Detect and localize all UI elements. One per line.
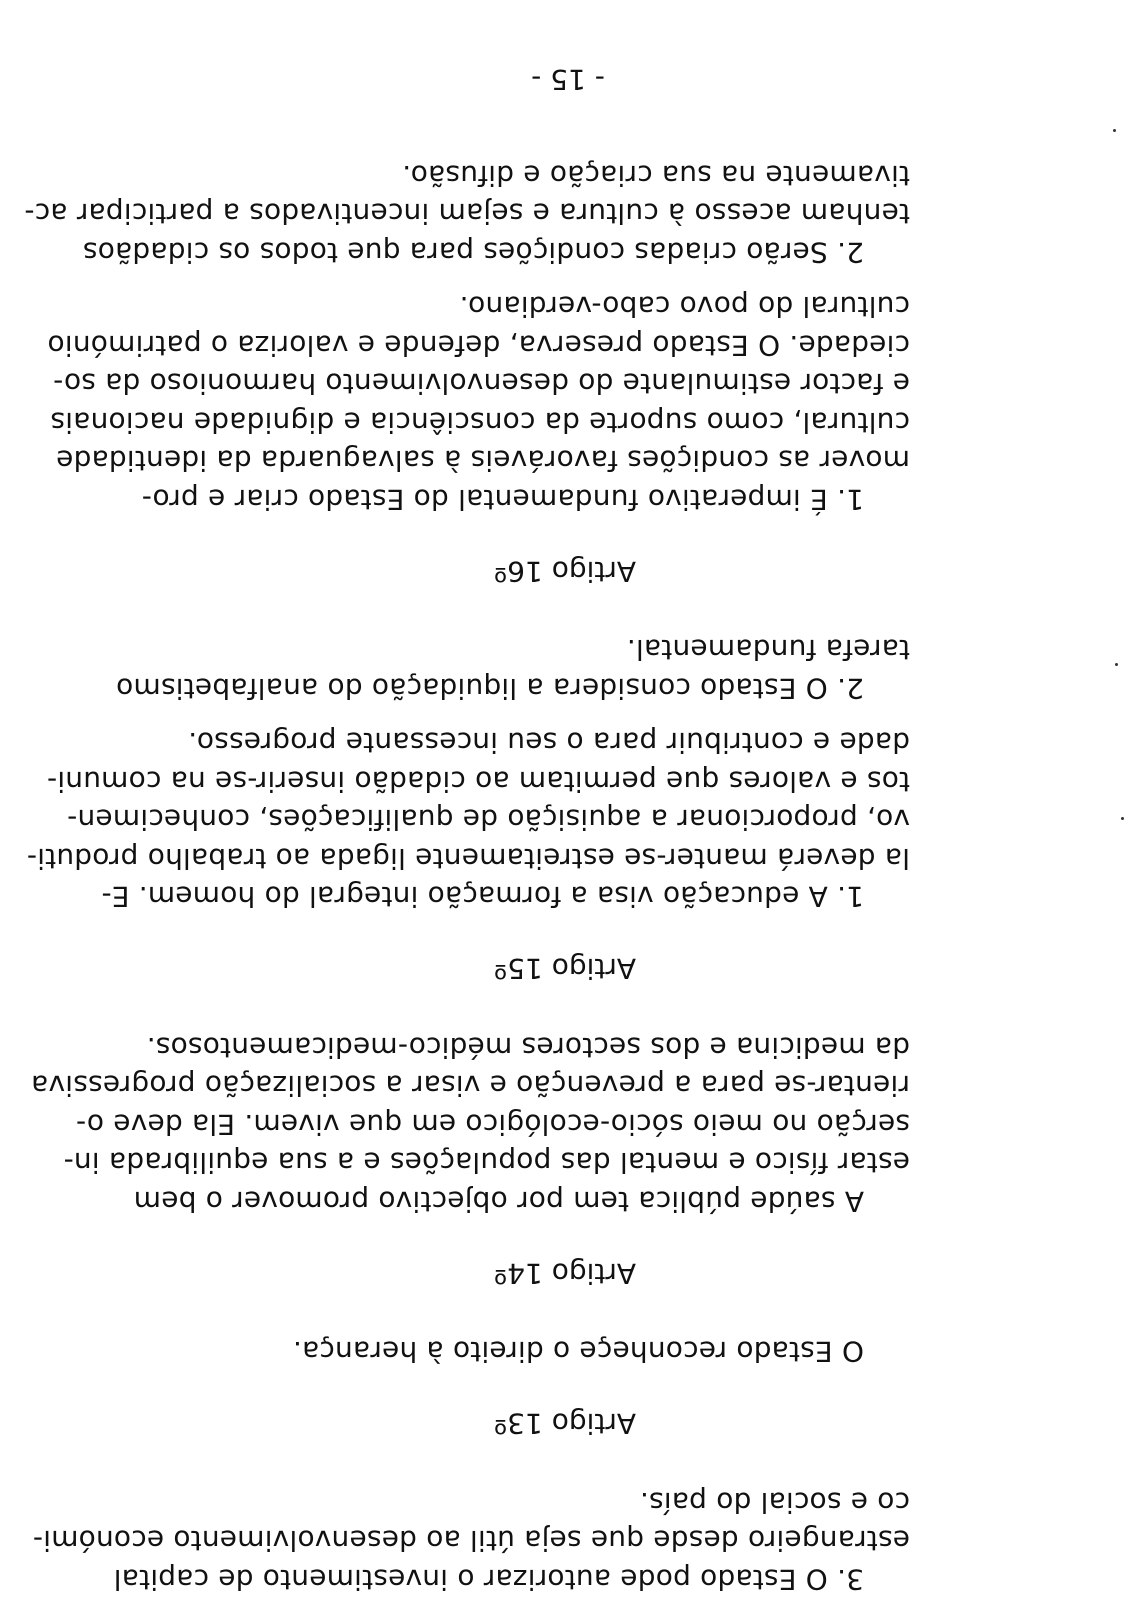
text-line: 2. Serão criadas condições para que todos os cidadãos xyxy=(82,236,864,269)
scan-speck xyxy=(1113,129,1116,132)
text-line: co e social do país. xyxy=(639,1486,910,1519)
text-line: tos e valores que permitam ao cidadão inserir-se na comuni- xyxy=(46,765,910,798)
article-heading: Artigo 15º xyxy=(493,952,637,986)
text-line: cultural do povo cabo-verdiano. xyxy=(459,290,910,324)
paragraph-education xyxy=(26,723,910,916)
text-line: serção no meio sócio-ecológico em que vivem. Ela deve o- xyxy=(75,1108,910,1141)
text-line: tenham acesso à cultura e sejam incentivados a participar ac- xyxy=(24,197,910,231)
text-line: O Estado reconheçe o direito à herança. xyxy=(292,1335,864,1369)
scan-speck xyxy=(1121,817,1124,820)
paragraph-culture-access xyxy=(24,156,910,272)
text-line: ciedade. O Estado preserva, defende e valoriza o património xyxy=(47,329,910,362)
paragraph-public-health xyxy=(30,1028,910,1221)
text-line: 2. O Estado considera a liquidação do analfabetismo xyxy=(115,672,864,705)
text-line: dade e contribuir para o seu incessante progresso. xyxy=(188,726,910,760)
text-line: 3. O Estado pode autorizar o investimento de capital xyxy=(113,1563,864,1596)
article-heading: Artigo 14º xyxy=(493,1257,637,1290)
text-line: mover as condições favoráveis à salvaguarda da identidade xyxy=(55,444,910,478)
text-line: da medicina e dos sectores médico-medicamentosos. xyxy=(146,1031,910,1064)
page-number: - 15 - xyxy=(531,63,605,96)
text-line: 1. É imperativo fundamental do Estado criar e pro- xyxy=(141,483,864,516)
text-line: estar físico e mental das populações e a sua equilibrada in- xyxy=(63,1146,910,1180)
article-heading: Artigo 16º xyxy=(493,555,637,588)
paragraph-cultural-identity xyxy=(47,287,910,518)
paragraph-inheritance xyxy=(220,1332,910,1371)
text-line: tivamente na sua criação e difusão. xyxy=(401,159,910,192)
text-line: tarefa fundamental. xyxy=(626,633,910,667)
text-line: e factor estimulante do desenvolvimento harmonioso da so- xyxy=(52,367,910,401)
text-line: la deverá manter-se estreitamente ligada ao trabalho produti- xyxy=(26,842,910,875)
paragraph-investment xyxy=(32,1483,910,1599)
text-line: estrangeiro desde que seja útil ao desenvolvimento económi- xyxy=(32,1524,910,1558)
text-line: A saúde pública tem por objectivo promover o bem xyxy=(133,1185,864,1218)
scan-speck xyxy=(1115,663,1118,666)
text-line: 1. A educação visa a formação integral do homem. E- xyxy=(101,880,864,914)
paragraph-literacy xyxy=(115,630,910,707)
document-body xyxy=(24,156,910,1599)
article-heading: Artigo 13º xyxy=(493,1407,637,1441)
text-line: vo, proporcionar a aquisição de qualificações, conhecimen- xyxy=(66,803,910,837)
text-line: cultural, como suporte da consciência e dignidade nacionais xyxy=(50,406,910,439)
text-line: rientar-se para a prevenção e visar a socialização progressiva xyxy=(30,1069,910,1103)
